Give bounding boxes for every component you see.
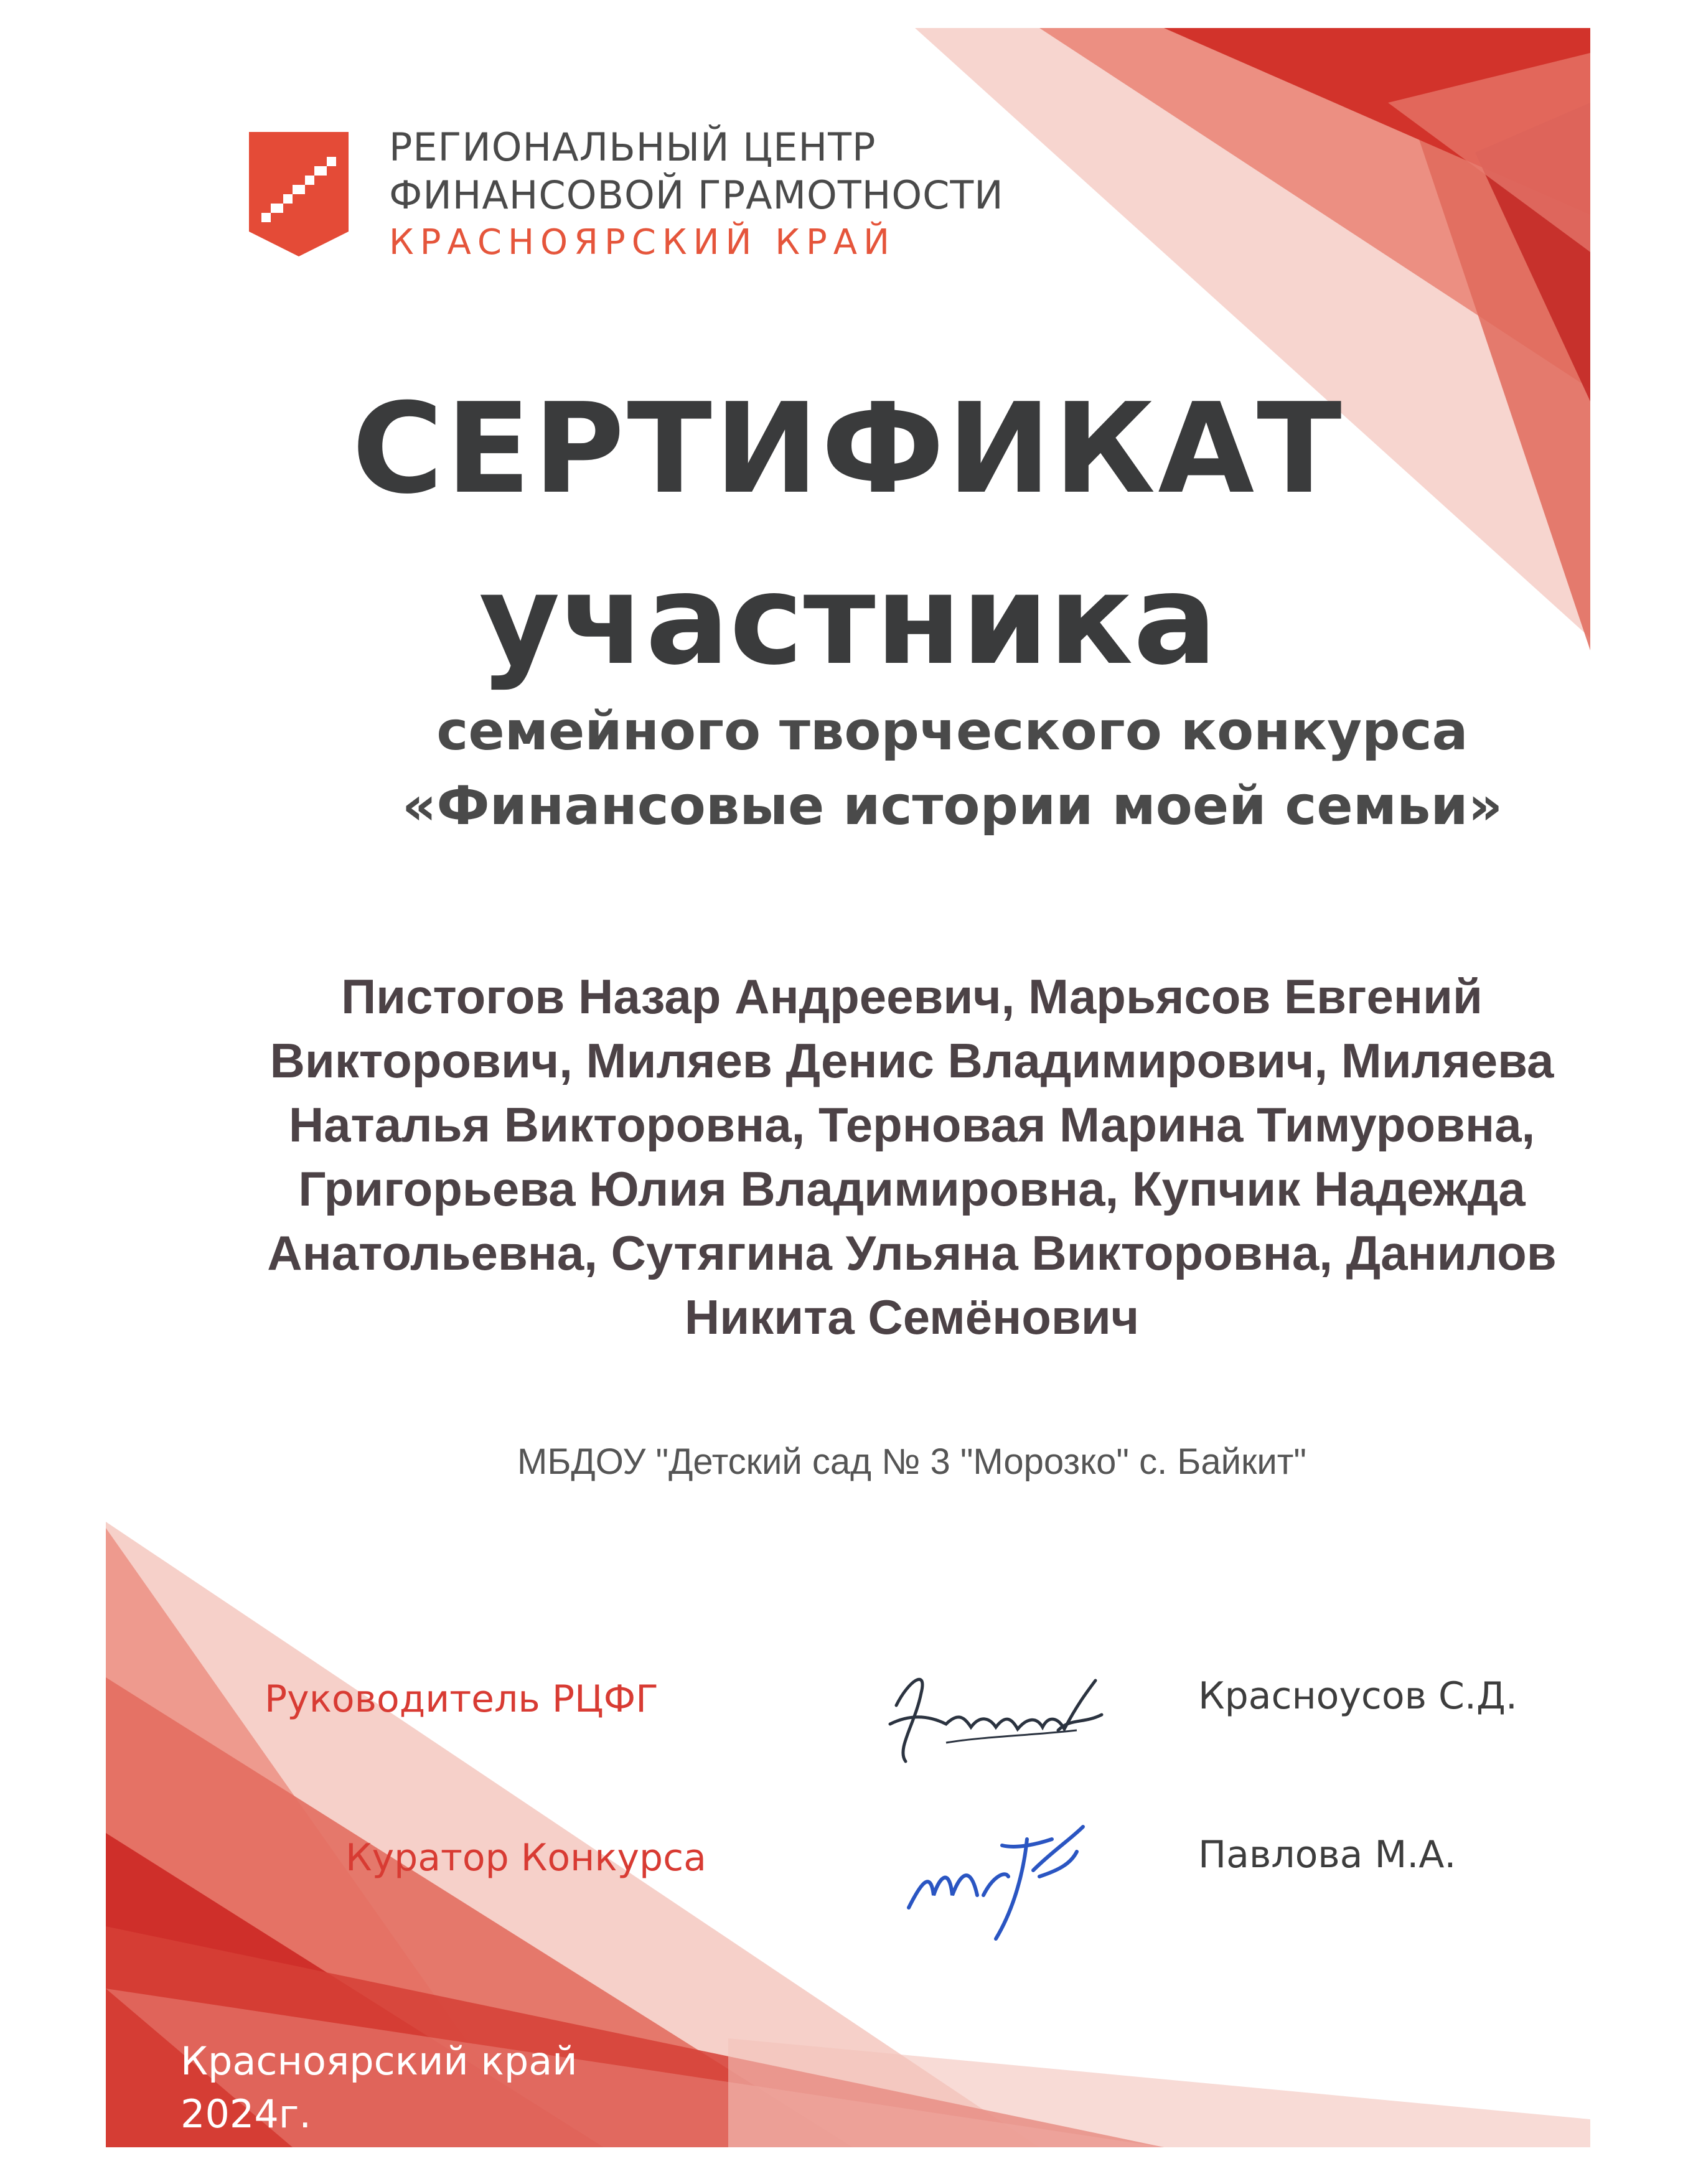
certificate-subtitle-word: участника: [479, 548, 1217, 693]
footer-year: 2024г.: [181, 2091, 312, 2137]
signer-role-curator: Куратор Конкурса: [345, 1836, 706, 1880]
certificate-title: СЕРТИФИКАТ: [352, 377, 1344, 522]
signer-name-curator: Павлова М.А.: [1198, 1833, 1456, 1877]
shield-stairs-logo: [249, 132, 349, 256]
contest-description: семейного творческого конкурса: [436, 700, 1468, 762]
footer-place: Красноярский край: [181, 2038, 578, 2084]
signer-name-head: Красноусов С.Д.: [1198, 1674, 1517, 1718]
org-region: КРАСНОЯРСКИЙ КРАЙ: [389, 222, 896, 263]
handwritten-signature: [884, 1802, 1108, 1951]
certificate: [106, 28, 1590, 2147]
signer-role-head: Руководитель РЦФГ: [265, 1677, 659, 1721]
contest-name: «Финансовые истории моей семьи»: [401, 775, 1503, 837]
org-name-line1: РЕГИОНАЛЬНЫЙ ЦЕНТР: [389, 124, 876, 170]
handwritten-signature: [871, 1656, 1120, 1786]
participants-list: Пистогов Назар Андреевич, Марьясов Евгений Викторович, Миляев Денис Владимирович, Миляева Наталья Викторовна, Терновая Марина Тимуровна, Григорьева Юлия Владимировна, Купчик Надежда Анатольевна, Сутягина Ульяна Викторовна, Данилов Никита Семёнович: [267, 969, 1557, 1344]
participant-organization: МБДОУ "Детский сад № 3 "Морозко" с. Байкит": [517, 1441, 1306, 1482]
org-name-line2: ФИНАНСОВОЙ ГРАМОТНОСТИ: [389, 172, 1004, 218]
